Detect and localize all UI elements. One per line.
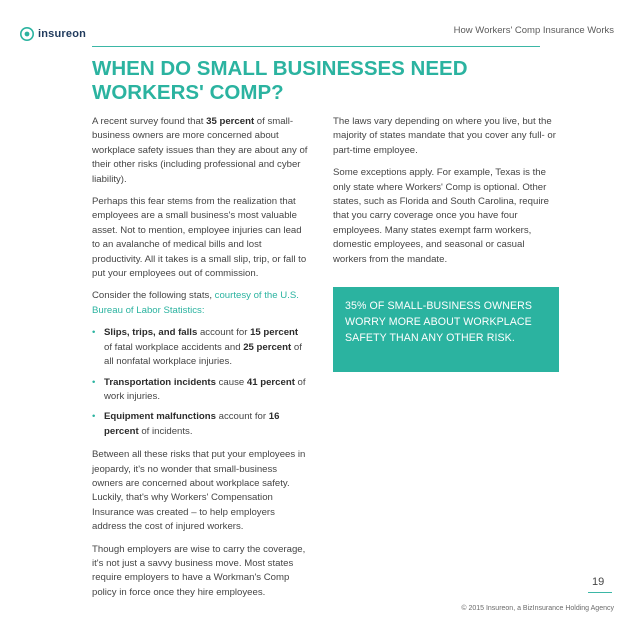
paragraph-stats-intro: Consider the following stats, courtesy of the U.S. Bureau of Labor Statistics:	[92, 290, 299, 316]
list-item: • Transportation incidents cause 41 percent of work injuries.	[92, 376, 306, 402]
paragraph-exceptions: Some exceptions apply. For example, Texas is the only state where Workers' Comp is optional. Other states, such as Florida and South Carolina, require that you carry coverage once you have four employees. Many states exempt farm workers, domestic employees, and seasonal or casual workers from the mandate.	[333, 167, 549, 265]
list-item: • Equipment malfunctions account for 16 percent of incidents.	[92, 411, 280, 437]
brand-logo	[20, 27, 86, 41]
right-column	[333, 115, 559, 275]
left-column	[92, 115, 308, 608]
footer-copyright: © 2015 Insureon, a BizInsurance Holding Agency	[461, 605, 614, 612]
logo-icon	[20, 27, 34, 41]
paragraph-laws: The laws vary depending on where you live, but the majority of states mandate that you cover any full- or part-time employee.	[333, 116, 556, 156]
bullet-icon: •	[92, 327, 96, 339]
page-number-divider	[588, 592, 612, 593]
paragraph-employers: Though employers are wise to carry the coverage, it's not just a savvy business move. Most states require employers to have a Workman's Comp policy in force once they hire employees.	[92, 543, 306, 598]
document-title: How Workers' Comp Insurance Works	[453, 25, 614, 36]
paragraph-fear: Perhaps this fear stems from the realization that employees are a small business's most valuable asset. Not to mention, employee injuries can lead to an avalanche of medical bills and lost productivity. All it takes is a small slip, trip, or fall to put your employees out of commission.	[92, 196, 307, 280]
logo-text: insureon	[38, 28, 87, 40]
bullet-icon: •	[92, 411, 96, 423]
paragraph-between-risks: Between all these risks that put your employees in jeopardy, it's no wonder that small-business owners are concerned about workplace safety. Luckily, that's why Workers' Compensation Insurance was created – to help employers address the cost of injured workers.	[92, 449, 306, 533]
header-divider	[92, 46, 540, 47]
paragraph-survey: A recent survey found that 35 percent of small-business owners are more concerned about workplace safety issues than they are about any of their other risks (including professional and cyber liability).	[92, 116, 308, 185]
bls-link[interactable]: courtesy of the U.S. Bureau of Labor Statistics:	[92, 290, 299, 316]
stats-list	[92, 326, 308, 439]
page-number: 19	[592, 576, 605, 588]
callout-box	[333, 287, 559, 372]
callout-text: 35% OF SMALL-BUSINESS OWNERS WORRY MORE ABOUT WORKPLACE SAFETY THAN ANY OTHER RISK.	[345, 300, 533, 345]
page-heading: WHEN DO SMALL BUSINESSES NEED WORKERS' COMP?	[92, 57, 468, 104]
list-item: • Slips, trips, and falls account for 15 percent of fatal workplace accidents and 25 percent of all nonfatal workplace injuries.	[92, 327, 302, 368]
bullet-icon: •	[92, 376, 96, 388]
